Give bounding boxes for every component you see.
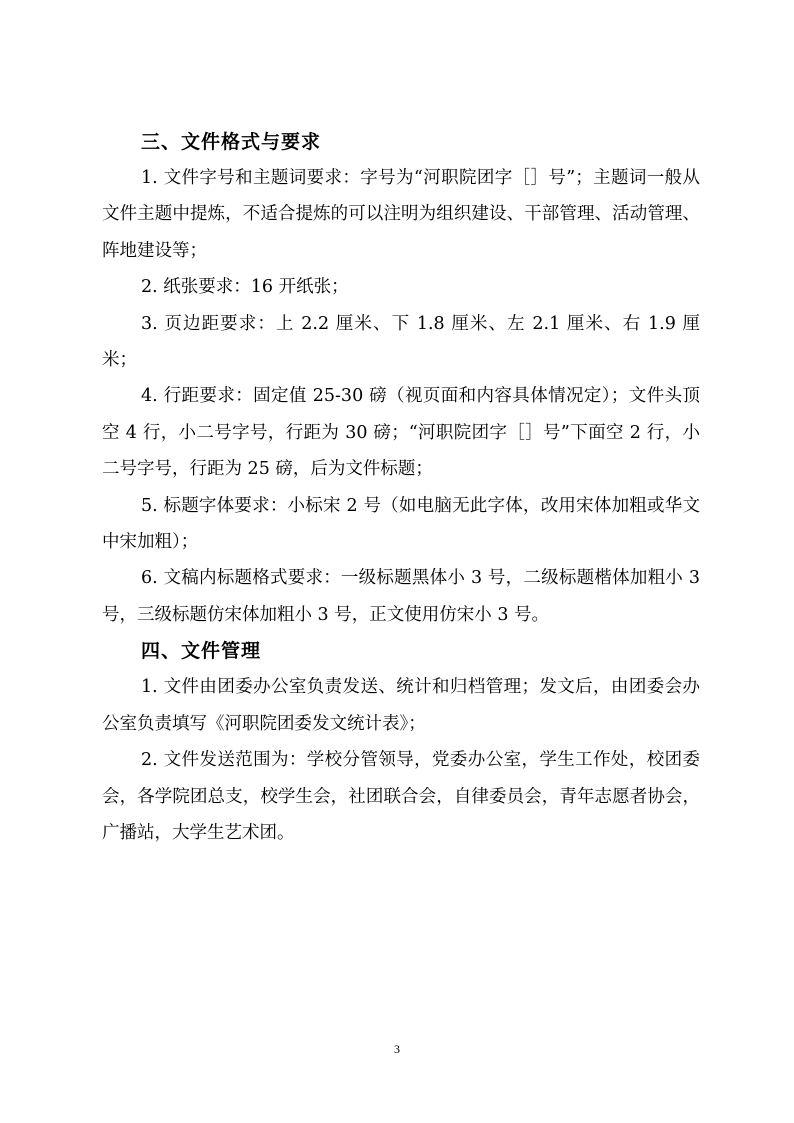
section-document-management <box>102 633 700 851</box>
paragraph: 2. 文件发送范围为：学校分管领导，党委办公室，学生工作处，校团委会，各学院团总支，校学生会，社团联合会，自律委员会，青年志愿者协会，广播站，大学生艺术团。 <box>102 750 700 843</box>
document-body <box>102 124 700 851</box>
paragraph: 4. 行距要求：固定值 25-30 磅（视页面和内容具体情况定）；文件头顶空 4 行，小二号字号，行距为 30 磅；“河职院团字［］号”下面空 2 行，小二号字号，行距为 25 磅，后为文件标题； <box>102 386 700 480</box>
section-heading: 三、文件格式与要求 <box>141 131 322 153</box>
paragraph: 1. 文件字号和主题词要求：字号为“河职院团字［］号”；主题词一般从文件主题中提炼，不适合提炼的可以注明为组织建设、干部管理、活动管理、阵地建设等； <box>102 168 700 261</box>
paragraph: 1. 文件由团委办公室负责发送、统计和归档管理；发文后，由团委会办公室负责填写《河职院团委发文统计表》； <box>102 677 700 734</box>
section-heading: 四、文件管理 <box>141 640 262 663</box>
paragraph: 6. 文稿内标题格式要求：一级标题黑体小 3 号，二级标题楷体加粗小 3 号，三级标题仿宋体加粗小 3 号，正文使用仿宋小 3 号。 <box>102 568 700 625</box>
paragraph: 3. 页边距要求：上 2.2 厘米、下 1.8 厘米、左 2.1 厘米、右 1.9 厘米； <box>102 313 700 371</box>
page-number: 3 <box>394 1042 400 1056</box>
section-format-requirements <box>102 124 700 633</box>
paragraph: 5. 标题字体要求：小标宋 2 号（如电脑无此字体，改用宋体加粗或华文中宋加粗）； <box>102 495 700 553</box>
paragraph: 2. 纸张要求：16 开纸张； <box>141 277 349 298</box>
